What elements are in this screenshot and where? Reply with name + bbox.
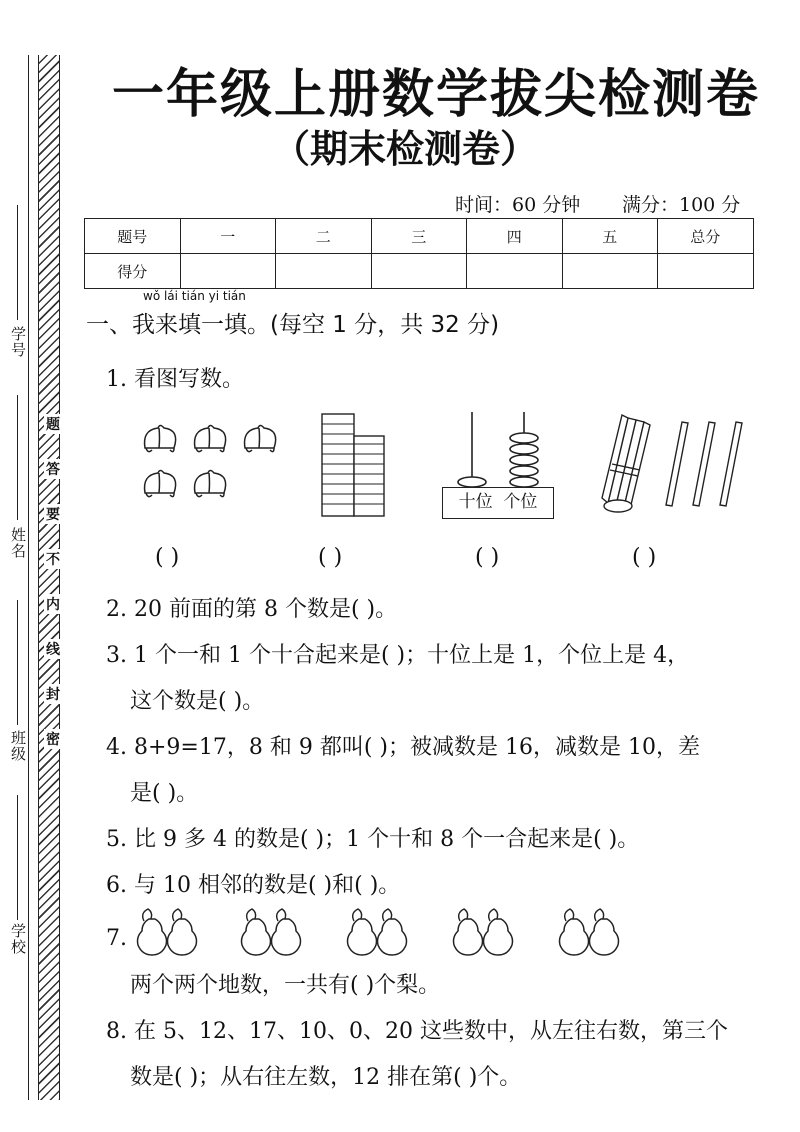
score-cell[interactable]	[658, 254, 754, 289]
pear-pair-icon	[454, 909, 513, 955]
exam-title: 一年级上册数学拔尖检测卷	[112, 65, 761, 125]
question-1: 1. 看图写数。	[106, 367, 244, 392]
section-pinyin: wǒ lái tián yi tián	[143, 289, 246, 303]
stick-icon	[693, 422, 715, 506]
pears-figure	[132, 905, 652, 957]
peach-icon	[145, 471, 176, 497]
full-score: 满分：100 分	[622, 194, 741, 216]
seal-char: 封	[44, 684, 62, 704]
score-cell[interactable]	[467, 254, 563, 289]
question-7: 7.	[106, 926, 127, 951]
bundle-of-ten-icon	[602, 415, 650, 512]
score-cell[interactable]	[276, 254, 372, 289]
binding-margin	[38, 55, 60, 1100]
seal-char: 密	[44, 729, 62, 749]
score-cell[interactable]	[180, 254, 276, 289]
question-4-cont: 是( )。	[130, 781, 199, 806]
answer-blank[interactable]: ( )	[632, 545, 657, 570]
question-8-cont: 数是( )；从右往左数，12 排在第( )个。	[130, 1065, 522, 1090]
header-cell: 一	[180, 219, 276, 254]
question-3: 3. 1 个一和 1 个十合起来是( )；十位上是 1，个位上是 4，	[106, 643, 690, 668]
pear-pair-icon	[242, 909, 301, 955]
header-cell: 三	[371, 219, 467, 254]
score-cell[interactable]	[562, 254, 658, 289]
student-id-field[interactable]	[17, 205, 18, 320]
section-title: 一、我来填一填。(每空 1 分，共 32 分)	[86, 312, 500, 338]
answer-blank[interactable]: ( )	[475, 545, 500, 570]
class-field[interactable]	[17, 600, 18, 725]
sticks-bundle-figure	[598, 410, 748, 520]
student-name-field[interactable]	[17, 395, 18, 520]
seal-char: 题	[44, 414, 62, 434]
question-8: 8. 在 5、12、17、10、0、20 这些数中，从左往右数，第三个	[106, 1019, 728, 1044]
exam-subtitle: （期末检测卷）	[272, 127, 539, 171]
counting-blocks-figure	[320, 412, 386, 518]
question-6: 6. 与 10 相邻的数是( )和( )。	[106, 873, 401, 898]
peach-icon	[145, 426, 176, 452]
question-7-text: 两个两个地数，一共有( )个梨。	[130, 973, 441, 998]
time-limit: 时间：60 分钟	[455, 194, 581, 216]
header-cell: 题号	[85, 219, 181, 254]
abacus-figure	[442, 408, 554, 488]
score-cell[interactable]	[371, 254, 467, 289]
stick-icon	[720, 422, 742, 506]
abacus-place-label: 十位 个位	[442, 487, 554, 519]
question-2: 2. 20 前面的第 8 个数是( )。	[106, 597, 398, 622]
seal-char: 答	[44, 459, 62, 479]
header-cell: 四	[467, 219, 563, 254]
pear-pair-icon	[138, 909, 197, 955]
question-5: 5. 比 9 多 4 的数是( )；1 个十和 8 个一合起来是( )。	[106, 827, 640, 852]
question-4: 4. 8+9=17，8 和 9 都叫( )；被减数是 16，减数是 10，差	[106, 735, 700, 760]
peach-icon	[195, 426, 226, 452]
score-table	[84, 218, 754, 289]
pear-pair-icon	[348, 909, 407, 955]
class-label: 班级	[9, 730, 27, 762]
header-cell: 总分	[658, 219, 754, 254]
student-name-label: 姓名	[9, 527, 27, 559]
student-id-label: 学号	[9, 326, 27, 358]
question-3-cont: 这个数是( )。	[130, 689, 265, 714]
answer-blank[interactable]: ( )	[318, 545, 343, 570]
peaches-figure	[140, 420, 280, 510]
seal-char: 线	[44, 639, 62, 659]
stick-icon	[666, 422, 688, 506]
row-label: 得分	[85, 254, 181, 289]
answer-blank[interactable]: ( )	[155, 545, 180, 570]
score-table-header	[85, 219, 754, 254]
school-field[interactable]	[17, 795, 18, 920]
seal-char: 内	[44, 594, 62, 614]
school-label: 学校	[9, 923, 27, 955]
header-cell: 二	[276, 219, 372, 254]
seal-char: 要	[44, 504, 62, 524]
peach-icon	[245, 426, 276, 452]
score-table-row	[85, 254, 754, 289]
peach-icon	[195, 471, 226, 497]
header-cell: 五	[562, 219, 658, 254]
pear-pair-icon	[560, 909, 619, 955]
seal-char: 不	[44, 549, 62, 569]
